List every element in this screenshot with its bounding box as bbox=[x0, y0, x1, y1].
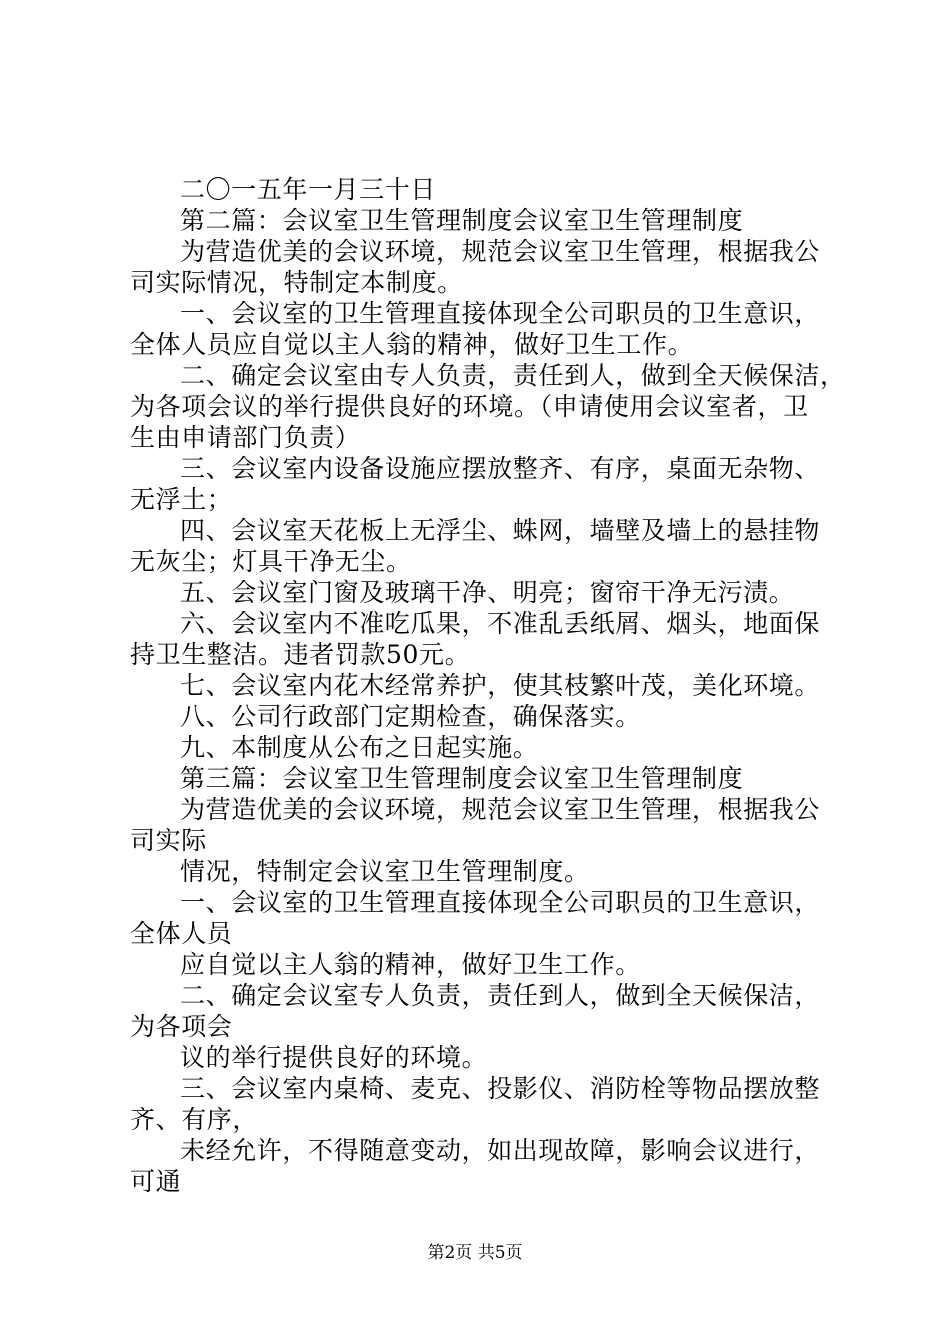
text-line: 齐、有序， bbox=[130, 1105, 259, 1134]
text-line: 可通 bbox=[130, 1167, 182, 1196]
text-line: 六、会议室内不准吃瓜果，不准乱丢纸屑、烟头，地面保 bbox=[180, 609, 821, 638]
text-line: 司实际 bbox=[130, 826, 207, 855]
text-line: 一、会议室的卫生管理直接体现全公司职员的卫生意识， bbox=[180, 299, 821, 328]
text-line: 无灰尘；灯具干净无尘。 bbox=[130, 547, 412, 576]
text-line: 生由申请部门负责） bbox=[130, 423, 361, 452]
text-line: 持卫生整洁。违者罚款50元。 bbox=[130, 640, 471, 669]
text-line: 全体人员应自觉以主人翁的精神，做好卫生工作。 bbox=[130, 330, 694, 359]
text-line: 司实际情况，特制定本制度。 bbox=[130, 268, 463, 297]
text-line: 九、本制度从公布之日起实施。 bbox=[180, 733, 539, 762]
text-line: 议的举行提供良好的环境。 bbox=[180, 1043, 488, 1072]
text-line: 七、会议室内花木经常养护，使其枝繁叶茂，美化环境。 bbox=[180, 671, 821, 700]
text-line: 四、会议室天花板上无浮尘、蛛网，墙壁及墙上的悬挂物 bbox=[180, 516, 821, 545]
text-line: 第三篇：会议室卫生管理制度会议室卫生管理制度 bbox=[180, 764, 744, 793]
text-line: 二〇一五年一月三十日 bbox=[180, 175, 437, 204]
text-line: 为营造优美的会议环境，规范会议室卫生管理，根据我公 bbox=[180, 795, 821, 824]
text-line: 全体人员 bbox=[130, 919, 233, 948]
text-line: 二、确定会议室由专人负责，责任到人，做到全天候保洁， bbox=[180, 361, 846, 390]
text-line: 三、会议室内桌椅、麦克、投影仪、消防栓等物品摆放整 bbox=[180, 1074, 821, 1103]
text-line: 三、会议室内设备设施应摆放整齐、有序，桌面无杂物、 bbox=[180, 454, 821, 483]
text-line: 二、确定会议室专人负责，责任到人，做到全天候保洁， bbox=[180, 981, 821, 1010]
text-line: 情况，特制定会议室卫生管理制度。 bbox=[180, 857, 590, 886]
text-line: 为各项会议的举行提供良好的环境。（申请使用会议室者，卫 bbox=[130, 392, 809, 421]
text-line: 第二篇：会议室卫生管理制度会议室卫生管理制度 bbox=[180, 206, 744, 235]
text-line: 一、会议室的卫生管理直接体现全公司职员的卫生意识， bbox=[180, 888, 821, 917]
text-line: 为各项会 bbox=[130, 1012, 233, 1041]
text-line: 八、公司行政部门定期检查，确保落实。 bbox=[180, 702, 641, 731]
text-line: 应自觉以主人翁的精神，做好卫生工作。 bbox=[180, 950, 641, 979]
page-number-footer: 第2页 共5页 bbox=[427, 1243, 523, 1263]
document-body bbox=[130, 174, 846, 1197]
text-line: 未经允许，不得随意变动，如出现故障，影响会议进行， bbox=[180, 1136, 821, 1165]
text-line: 五、会议室门窗及玻璃干净、明亮；窗帘干净无污渍。 bbox=[180, 578, 795, 607]
text-line: 无浮土； bbox=[130, 485, 233, 514]
text-line: 为营造优美的会议环境，规范会议室卫生管理，根据我公 bbox=[180, 237, 821, 266]
